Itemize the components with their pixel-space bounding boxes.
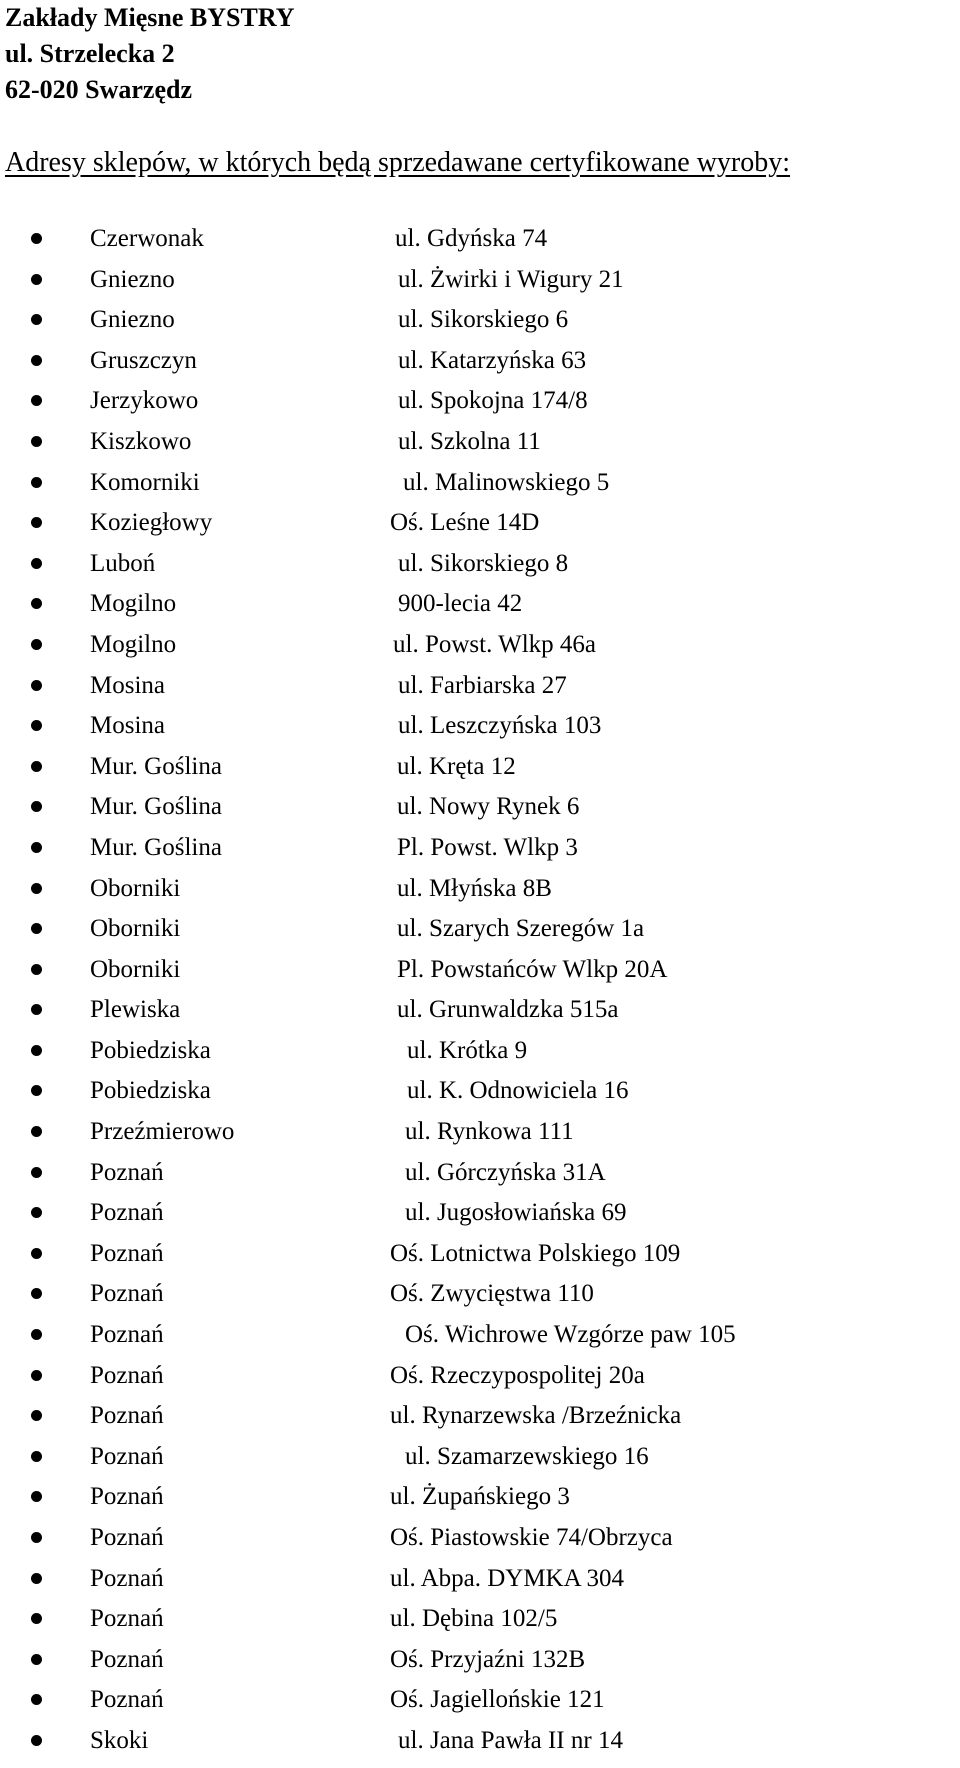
shop-town: Mosina <box>90 671 165 699</box>
shop-list-item <box>0 1605 960 1646</box>
shop-town: Gruszczyn <box>90 346 197 374</box>
shop-list-item <box>0 1565 960 1606</box>
shop-address: ul. Sikorskiego 6 <box>398 306 569 334</box>
shop-address: ul. Nowy Rynek 6 <box>397 793 580 821</box>
shop-list-item <box>0 1037 960 1078</box>
shop-town: Poznań <box>90 1483 164 1511</box>
shop-address: ul. Katarzyńska 63 <box>398 346 587 374</box>
shop-town: Pobiedziska <box>90 1077 211 1105</box>
bullet-icon <box>31 923 42 934</box>
shop-address: ul. Farbiarska 27 <box>398 671 567 699</box>
bullet-icon <box>31 1694 42 1705</box>
shop-town: Pobiedziska <box>90 1036 211 1064</box>
shop-address: ul. Spokojna 174/8 <box>398 387 588 415</box>
shop-address: Pl. Powstańców Wlkp 20A <box>397 955 668 983</box>
shop-town: Kiszkowo <box>90 427 192 455</box>
shop-address: Oś. Lotnictwa Polskiego 109 <box>390 1239 681 1267</box>
shop-address: ul. Malinowskiego 5 <box>403 468 610 496</box>
shop-town: Mogilno <box>90 630 177 658</box>
bullet-icon <box>31 1248 42 1259</box>
bullet-icon <box>31 1288 42 1299</box>
shop-address: ul. Dębina 102/5 <box>390 1605 558 1633</box>
bullet-icon <box>31 1045 42 1056</box>
shop-list-item <box>0 631 960 672</box>
shop-list-item <box>0 1686 960 1727</box>
shop-address: ul. Sikorskiego 8 <box>398 549 569 577</box>
shop-town: Mur. Goślina <box>90 793 222 821</box>
shop-address: Oś. Przyjaźni 132B <box>390 1645 586 1673</box>
shop-list-item <box>0 428 960 469</box>
shop-list-item <box>0 347 960 388</box>
shop-list <box>0 225 960 1768</box>
bullet-icon <box>31 355 42 366</box>
bullet-icon <box>31 1654 42 1665</box>
shop-town: Komorniki <box>90 468 200 496</box>
shop-town: Poznań <box>90 1321 164 1349</box>
shop-list-item <box>0 956 960 997</box>
shop-town: Poznań <box>90 1442 164 1470</box>
shop-address: ul. Żwirki i Wigury 21 <box>398 265 624 293</box>
shop-address: ul. Powst. Wlkp 46a <box>393 630 597 658</box>
shop-address: ul. Górczyńska 31A <box>405 1158 606 1186</box>
bullet-icon <box>31 1613 42 1624</box>
bullet-icon <box>31 1329 42 1340</box>
shop-list-item <box>0 1199 960 1240</box>
shop-address: ul. Jugosłowiańska 69 <box>405 1199 627 1227</box>
shop-town: Poznań <box>90 1158 164 1186</box>
shop-address: ul. Jana Pawła II nr 14 <box>398 1726 623 1754</box>
shop-town: Poznań <box>90 1686 164 1714</box>
company-street: ul. Strzelecka 2 <box>5 39 175 68</box>
shops-heading: Adresy sklepów, w których będą sprzedawane certyfikowane wyroby: <box>5 147 791 178</box>
shop-town: Oborniki <box>90 955 181 983</box>
shop-town: Poznań <box>90 1199 164 1227</box>
shop-list-item <box>0 1118 960 1159</box>
shop-list-item <box>0 225 960 266</box>
shop-address: Oś. Zwycięstwa 110 <box>390 1280 594 1308</box>
shop-town: Koziegłowy <box>90 509 213 537</box>
shop-town: Poznań <box>90 1361 164 1389</box>
shop-address: ul. K. Odnowiciela 16 <box>407 1077 629 1105</box>
shop-list-item <box>0 1240 960 1281</box>
shop-town: Mogilno <box>90 590 177 618</box>
shop-address: 900-lecia 42 <box>398 590 523 618</box>
shop-list-item <box>0 306 960 347</box>
shop-town: Oborniki <box>90 915 181 943</box>
bullet-icon <box>31 1370 42 1381</box>
bullet-icon <box>31 1491 42 1502</box>
shop-town: Poznań <box>90 1564 164 1592</box>
shop-town: Przeźmierowo <box>90 1118 235 1146</box>
company-city: 62-020 Swarzędz <box>5 75 193 104</box>
shop-town: Oborniki <box>90 874 181 902</box>
shop-list-item <box>0 875 960 916</box>
shop-address: Oś. Jagiellońskie 121 <box>390 1686 605 1714</box>
shop-town: Poznań <box>90 1524 164 1551</box>
shop-list-item <box>0 1402 960 1443</box>
shop-address: ul. Krótka 9 <box>407 1036 528 1064</box>
bullet-icon <box>31 477 42 488</box>
bullet-icon <box>31 1735 42 1746</box>
shop-town: Poznań <box>90 1239 164 1267</box>
bullet-icon <box>31 598 42 609</box>
shop-list-item <box>0 834 960 875</box>
shop-address: Oś. Leśne 14D <box>390 509 540 537</box>
shop-list-item <box>0 712 960 753</box>
shop-list-item <box>0 1524 960 1565</box>
shop-address: ul. Grunwaldzka 515a <box>397 996 619 1024</box>
bullet-icon <box>31 842 42 853</box>
bullet-icon <box>31 233 42 244</box>
shop-address: ul. Gdyńska 74 <box>395 225 548 252</box>
shop-list-item <box>0 1483 960 1524</box>
bullet-icon <box>31 883 42 894</box>
bullet-icon <box>31 964 42 975</box>
bullet-icon <box>31 1004 42 1015</box>
shop-town: Mur. Goślina <box>90 752 222 780</box>
bullet-icon <box>31 1126 42 1137</box>
bullet-icon <box>31 680 42 691</box>
shop-town: Gniezno <box>90 306 175 334</box>
shop-town: Gniezno <box>90 265 175 293</box>
shop-town: Poznań <box>90 1402 164 1430</box>
shop-list-item <box>0 1362 960 1403</box>
shop-town: Mur. Goślina <box>90 833 222 861</box>
shop-address: ul. Rynarzewska /Brzeźnicka <box>390 1402 682 1430</box>
shop-list-item <box>0 469 960 510</box>
bullet-icon <box>31 517 42 528</box>
shop-list-item <box>0 550 960 591</box>
bullet-icon <box>31 1085 42 1096</box>
bullet-icon <box>31 1410 42 1421</box>
shop-list-item <box>0 793 960 834</box>
bullet-icon <box>31 1573 42 1584</box>
shop-address: ul. Szarych Szeregów 1a <box>397 915 645 943</box>
shop-list-item <box>0 509 960 550</box>
bullet-icon <box>31 274 42 285</box>
bullet-icon <box>31 639 42 650</box>
company-header <box>5 0 294 108</box>
shop-town: Czerwonak <box>90 225 204 252</box>
bullet-icon <box>31 1451 42 1462</box>
bullet-icon <box>31 1532 42 1543</box>
shop-list-item <box>0 996 960 1037</box>
shop-town: Poznań <box>90 1605 164 1633</box>
shop-list-item <box>0 672 960 713</box>
shop-address: Oś. Rzeczypospolitej 20a <box>390 1361 645 1389</box>
shop-list-item <box>0 915 960 956</box>
shop-list-item <box>0 387 960 428</box>
shop-list-item <box>0 1321 960 1362</box>
bullet-icon <box>31 801 42 812</box>
shop-address: ul. Młyńska 8B <box>397 874 552 902</box>
shop-town: Luboń <box>90 549 156 577</box>
shop-address: Pl. Powst. Wlkp 3 <box>397 833 578 861</box>
bullet-icon <box>31 314 42 325</box>
shop-list-item <box>0 1646 960 1687</box>
shop-address: ul. Żupańskiego 3 <box>390 1483 570 1511</box>
shop-list-item <box>0 1280 960 1321</box>
bullet-icon <box>31 1207 42 1218</box>
shop-address: ul. Kręta 12 <box>397 752 516 780</box>
shop-town: Plewiska <box>90 996 181 1024</box>
shop-town: Mosina <box>90 712 165 740</box>
shop-address: Oś. Wichrowe Wzgórze paw 105 <box>405 1321 736 1349</box>
shop-town: Poznań <box>90 1645 164 1673</box>
shop-town: Skoki <box>90 1726 149 1754</box>
bullet-icon <box>31 436 42 447</box>
shop-list-item <box>0 1443 960 1484</box>
shop-address: ul. Szamarzewskiego 16 <box>405 1442 649 1470</box>
bullet-icon <box>31 761 42 772</box>
shop-address: ul. Abpa. DYMKA 304 <box>390 1564 625 1592</box>
shop-address: Oś. Piastowskie 74/Obrzyca <box>390 1524 673 1551</box>
company-name: Zakłady Mięsne BYSTRY <box>5 3 295 32</box>
shop-list-item <box>0 590 960 631</box>
shop-list-item <box>0 753 960 794</box>
shop-list-item <box>0 1077 960 1118</box>
bullet-icon <box>31 395 42 406</box>
shop-list-item <box>0 1727 960 1768</box>
shop-list-item <box>0 1159 960 1200</box>
bullet-icon <box>31 1167 42 1178</box>
shop-list-item <box>0 266 960 307</box>
shop-address: ul. Leszczyńska 103 <box>398 712 602 740</box>
shop-address: ul. Rynkowa 111 <box>405 1118 574 1146</box>
shop-address: ul. Szkolna 11 <box>398 427 541 455</box>
bullet-icon <box>31 720 42 731</box>
bullet-icon <box>31 558 42 569</box>
shop-town: Poznań <box>90 1280 164 1308</box>
shop-town: Jerzykowo <box>90 387 199 415</box>
